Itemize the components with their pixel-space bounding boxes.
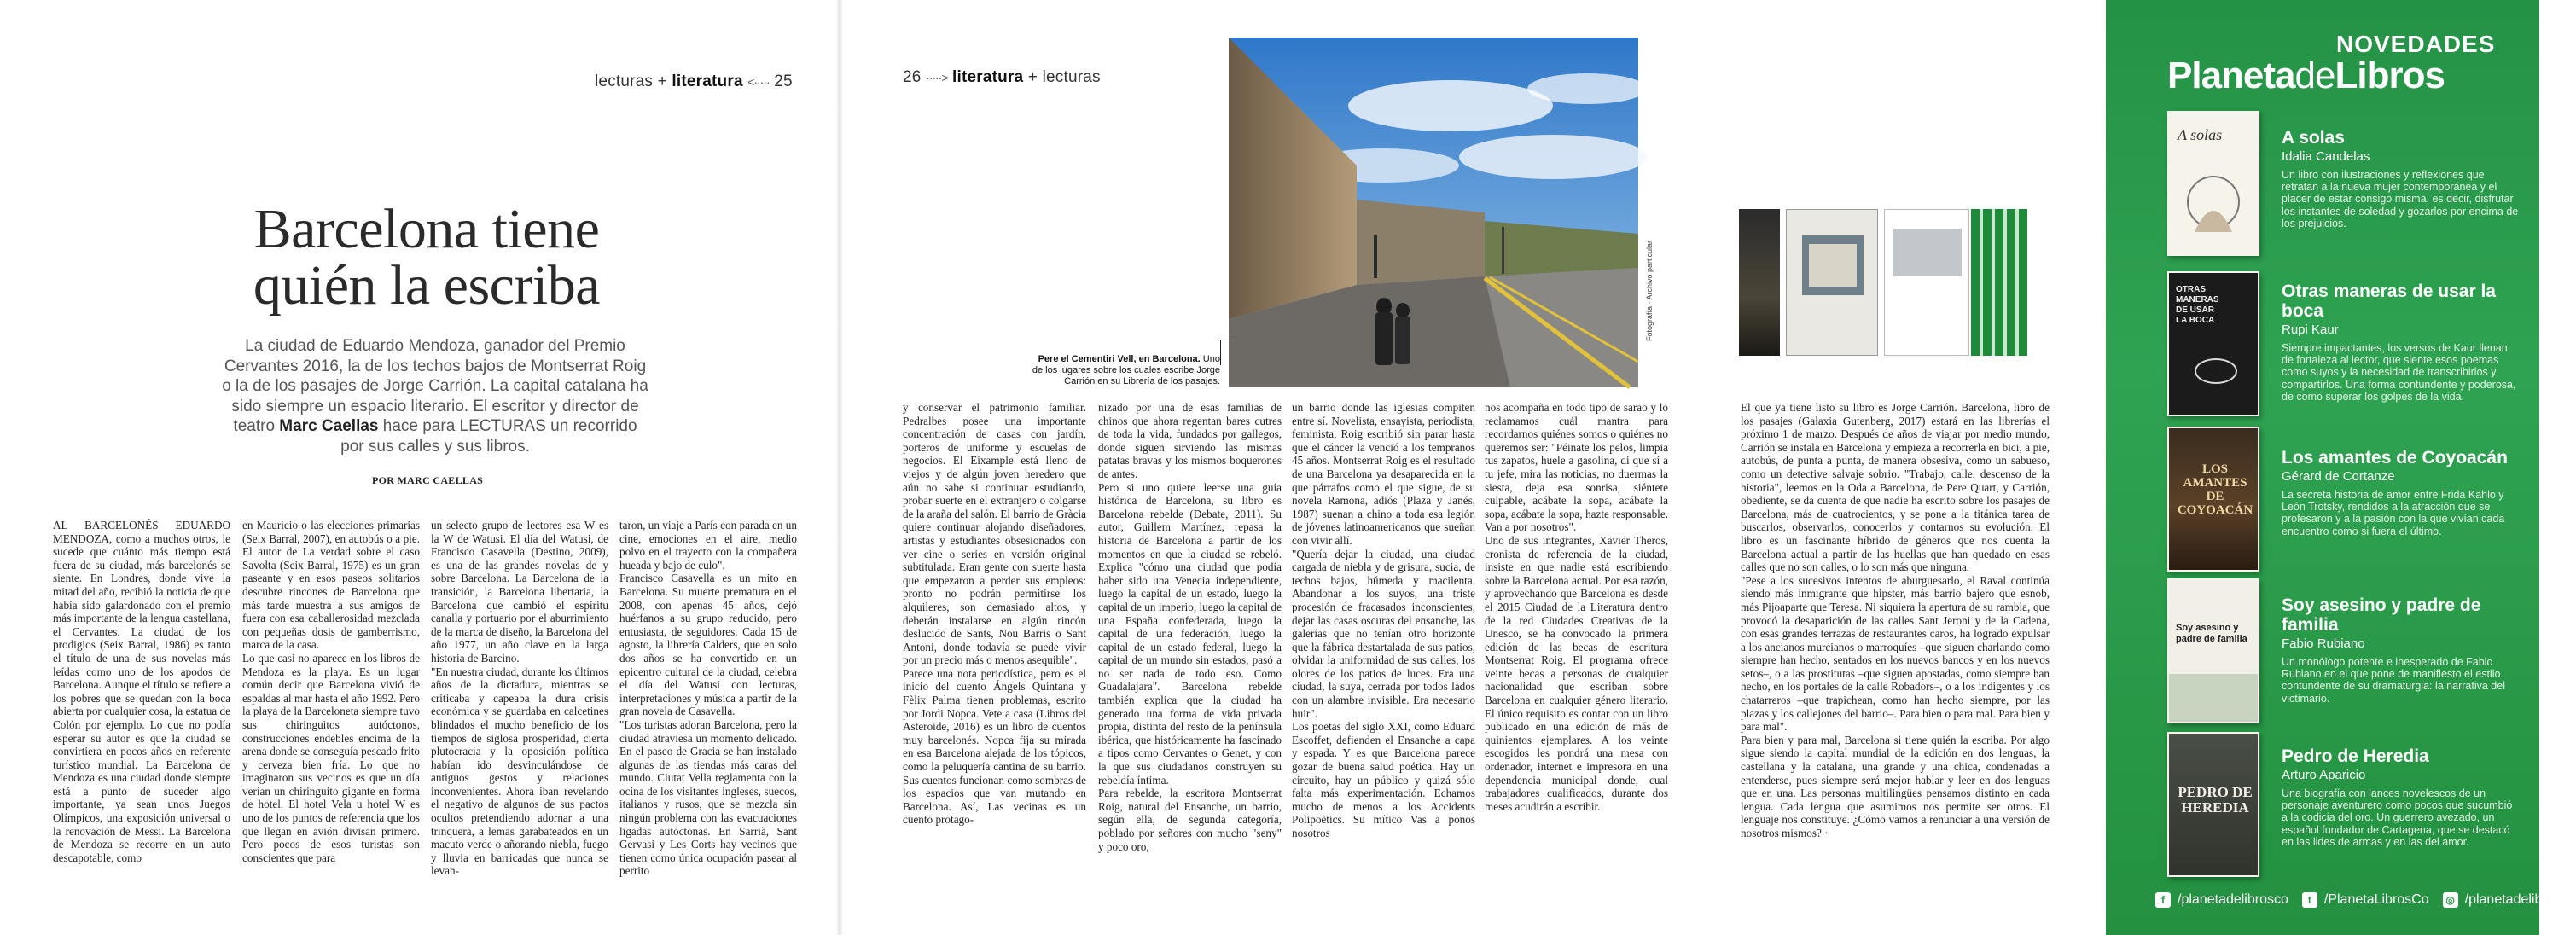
panel-kicker: NOVEDADES <box>2336 31 2496 57</box>
photo-caption <box>1031 354 1220 387</box>
book-thumb-3 <box>1884 209 1969 356</box>
book-description: Siempre impactantes, los versos de Kaur llenan de fortaleza al lector, que siente esos poemas como suyos y la necesidad de transcribirlos y compartirlos. Una forma contundente y poderosa, de como superar los golpes de la vida. <box>2282 342 2516 403</box>
cover-otras-maneras <box>2167 271 2259 416</box>
deck-text-2: hace para LECTURAS un recorrido por sus calles y sus libros. <box>340 417 637 456</box>
page-gutter <box>836 0 843 935</box>
book-title: Los amantes de Coyoacán <box>2282 448 2508 468</box>
left-column-4: taron, un viaje a París con parada en un cine, emociones en el aire, medio polvo en el trayecto con la compañera hueada y bajo de culo". Francisco Casavella es un mito en Barcelona. Su muerte prematura en el 2008, con apenas 45 años, dejó huérfanos a su grupo reducido, pero entusiasta, de seguidores. Cada 15 de agosto, la librería Calders, que en solo dos años se ha convertido en un epicentro cultural de la ciudad, celebra el día del Watusi con lecturas, interpretaciones y música a partir de la gran novela de Casavella. "Los turistas adoran Barcelona, pero la ciudad atraviesa un momento delicado. En el paseo de Gracia se han instalado algunas de las tiendas más caras del mundo. Ciutat Vella reglamenta con la ocina de los visitantes ingleses, suecos, italianos y rusos, que se mezcla sin ningún problema con las evacuaciones ligadas autóctonas. En Sarrià, Sant Gervasi y Les Corts hay vecinos que tienen como única ocupación pasear al perrito <box>619 519 797 878</box>
brand-part-1: Planeta <box>2167 55 2295 96</box>
deck <box>220 336 650 456</box>
arrow-left: <····· <box>747 75 770 89</box>
left-column-2: en Mauricio o las elecciones primarias (Seix Barral, 2007), en autobús o a pie. El autor de La verdad sobre el caso Savolta (Seix Barral, 1975) es un gran paseante y en esos paseos solitarios descubre rincones de Barcelona que más tarde muestra a sus amigos de fuera con esa caballerosidad mezclada con pequeñas dosis de gamberrismo, marca de la casa. Lo que casi no aparece en los libros de Mendoza es la playa. Es un lugar común decir que Barcelona vivió de espaldas al mar hasta el año 1992. Pero la playa de la Barceloneta siempre tuvo sus chiringuitos autóctonos, construcciones endebles encima de la arena donde se conseguía pescado frito y cerveza bien fría. Lo que no imaginaron sus vecinos es que un día verían un chiringuito gigante en forma de hotel. El hotel Vela u hotel W es uno de los puntos de referencia que los que llegan en avión divisan primero. Pero pocos de esos turistas son conscientes que para <box>242 519 420 864</box>
social-twitter[interactable] <box>2302 892 2429 908</box>
section-label: lecturas <box>595 73 654 90</box>
middle-page <box>843 0 2106 935</box>
book-cover-thumbs <box>1739 209 2029 358</box>
cover-title: A solas <box>2178 126 2223 143</box>
book-thumb-4 <box>1971 209 2027 356</box>
book-description: Un monólogo potente e inesperado de Fabio Rubiano en el que pone de manifiesto el estilo contundente de su dramaturgia: la narrativa del victimario. <box>2282 656 2505 705</box>
cover-soy-asesino <box>2167 578 2259 723</box>
middle-column-2: nizado por una de esas familias de chinos que ahora regentan bares cutres de toda la vida, fundados por gallegos, donde siguen sirviendo las mismas patatas bravas y los mismos boquerones de antes. Pero si uno quiere leerse una guía histórica de Barcelona, su libro es Barcelona rebelde (Debate, 2011). Su autor, Guillem Martínez, repasa la historia de Barcelona a partir de los momentos en que la ciudad se rebeló. Explica "cómo una ciudad que podía haber sido una Venecia independiente, luego la capital de un estado, luego la capital de un imperio, luego la capital de una España confederada, luego la capital de una federación, luego la capital de un estado federal, luego la capital de un mundo sin estados, pasó a no ser nada de todo eso. Como Guadalajara". Barcelona rebelde también explica que la ciudad ha generado una forma de vida privada propia, distinta del resto de la península ibérica, que históricamente ha fascinado a tipos como Cervantes o Genet, y con la que sus ciudadanos construyen su rebeldía íntima. Para rebelde, la escritora Montserrat Roig, natural del Ensanche, un barrio, según ella, de segunda categoría, poblado por señores con mucho "seny" y poco oro, <box>1098 401 1282 853</box>
middle-column-3: un barrio donde las iglesias compiten entre sí. Novelista, ensayista, periodista, feminista, Roig escribió sin parar hasta que el cáncer la venció a los tempranos 45 años. Montserrat Roig es el resultado de una Barcelona ya desaparecida en la que párrafos como el que sigue, de su novela Ramona, adiós (Plaza y Janés, 1987) suenan a chino a toda esa legión de jóvenes latinoamericanos que sueñan con vivir allí. "Quería dejar la ciudad, una ciudad cargada de niebla y de grisura, sucia, de techos bajos, húmeda y macilenta. Abandonar a los suyos, una triste procesión de fracasados inconscientes, dejar las casas oscuras del ensanche, las galerías que no tenían otro horizonte que la fábrica destartalada de sus patios, olvidar la uniformidad de sus calles, los olores de los patios de luces. Era una ciudad, la suya, cerrada por todos lados con un alambre invisible. Era necesario huir". Los poetas del siglo XXI, como Eduard Escoffet, defienden el Ensanche a capa y espada. Y es que Barcelona parece gozar de buena salud poética. Hay un circuito, hay un público y quizá sólo falta más experimentación. Echamos mucho de menos a los Accidents Polipoètics. Su mítico Vas a ponos nosotros <box>1292 401 1475 839</box>
subsection-label-right: lecturas <box>1042 68 1101 86</box>
social-instagram[interactable] <box>2443 892 2576 908</box>
middle-column-1: y conservar el patrimonio familiar. Pedralbes posee una importante concentración de casas con jardín, porteros de uniforme y escuelas de negocios. El Eixample está lleno de viejos y de algún joven heredero que aún no sabe si continuar estudiando, probar suerte en el extranjero o colgarse de la araña del salón. El barrio de Gràcia quiere continuar alojando diseñadores, artistas y estudiantes obsesionados con ver cine o series en versión original subtitulada. Eran gente con suerte hasta que empezaron a perder sus empleos: pronto no podrán permitirse los alquileres, son demasiado altos, y deberán instalarse en algún rincón deslucido de Sants, Nou Barris o Sant Antoni, donde todavía se puede vivir por un precio más o menos asequible". Parece una nota periodística, pero es el inicio del cuento Ángels Quintana y Fèlix Palma tienen problemas, escrito por Jordi Nopca. Vete a casa (Libros del Asteroide, 2016) es un libro de cuentos muy barcelonés. Nopca fija su mirada en esa Barcelona alejada de los tópicos, como la peluquería cantina de su barrio. Sus cuentos funcionan como sombras de los espacios que van mutando en Barcelona. Así, Las vecinas es un cuento protago- <box>903 401 1086 827</box>
cover-a-solas <box>2167 111 2259 256</box>
social-handle: /PlanetaLibrosCo <box>2323 892 2429 907</box>
twitter-icon: t <box>2302 892 2317 908</box>
left-column-3: un selecto grupo de lectores esa W es la W de Watusi. El día del Watusi, de Francisco Casavella (Destino, 2009), es una de las grandes novelas de y sobre Barcelona. La Barcelona de la transición, la Barcelona libertaria, la Barcelona que cambió el espíritu canalla y portuario por el aburrimiento de la marca de diseño, la Barcelona del año 1977, un año clave en la larga historia de Barcino. "En nuestra ciudad, durante los últimos años de la dictadura, mientras se criticaba y capeaba la dura crisis económica y se guardaba en calcetines blindados el mucho beneficio de los tiempos de siglosa prosperidad, cierta plutocracia y la oposición política habían ido desvinculándose de antiguos gestos y relaciones inconvenientes. Ahora iban revelando el negativo de algunos de sus pactos ocultos pretendiendo adornar a una trinquera, a lemas garabateados en un macuto verde o añorando niebla, fuego y lluvia en barricadas que nunca se levan- <box>431 519 608 878</box>
brand-part-2: de <box>2294 55 2335 96</box>
page-number-right: 26 <box>903 68 922 86</box>
book-entry-3 <box>2282 448 2521 537</box>
book-author: Arturo Aparicio <box>2282 768 2366 782</box>
book-description: Una biografía con lances novelescos de un personaje aventurero como pocos que sucumbió a la codicia del oro. Un guerrero avezado, un español fundador de Cartagena, que se destacó en las lides de armas y en las del amor. <box>2282 787 2513 848</box>
social-bar <box>2155 892 2576 908</box>
book-entry-2 <box>2282 282 2521 403</box>
social-facebook[interactable] <box>2155 892 2288 908</box>
social-handle: /planetadelibrosco <box>2178 892 2288 907</box>
facebook-icon: f <box>2155 892 2171 908</box>
book-author: Gérard de Cortanze <box>2282 469 2395 484</box>
book-author: Idalia Candelas <box>2282 149 2370 164</box>
cover-title: PEDRO DE HEREDIA <box>2178 784 2253 816</box>
subsection-label: literatura <box>672 73 743 90</box>
headline: Barcelona tiene quién la escriba <box>253 198 601 317</box>
photo-caption-lead: Pere el Cementiri Vell, en Barcelona. <box>1038 354 1201 364</box>
book-review-column: El que ya tiene listo su libro es Jorge Carrión. Barcelona, libro de los pasajes (Galaxia Gutenberg, 2017) estará en las librerías el próximo 1 de marzo. Después de años de viajar por medio mundo, Carrión se instala en Barcelona y empieza a recorrerla en bici, a pie, autobús, de punta a punta, de manera obsesiva, como un sabueso, como un detective salvaje sobrio. "Trabajo, calle, descenso de la historia", leemos en la Oda a Barcelona, de Pere Quart, y Carrión, obediente, se da cuenta de que nadie ha escrito sobre los pasajes de Barcelona, más de cuatrocientos, y se pone a la titánica tarea de buscarlos, observarlos, conocerlos y contarnos su evolución. El libro es un fascinante híbrido de géneros que nos cuenta la Barcelona actual a partir de las huellas que han quedado en esas calles que no son calles, o lo son más que ninguna. "Pese a los sucesivos intentos de aburguesarlo, el Raval continúa siendo más inmigrante que hipster, más barrio bajero que esnob, más Pijoaparte que Teresa. Ni siquiera la apertura de su rambla, que provocó la desaparición de las calles Sant Jeroni y de la Cadena, con esas grandes terrazas de restaurantes caros, ha logrado expulsar a los ancianos murcianos o marroquíes –que siguen charlando como siempre han hecho, sentados en los nuevos bancos y en los nuevos setos–, o a las prostitutas –que siguen apostadas, como siempre han hecho, en los portales de la calle Robadors–, o a los indigentes y los chatarreros –que trapichean, como han hecho siempre, por las plazas y los callejones del barrio–. Para bien o para mal. Para bien y para mal". Para bien y para mal, Barcelona si tiene quién la escriba. Por algo sigue siendo la capital mundial de la edición en dos lenguas, la castellana y la catalana, una grande y una chica, condenadas a entenderse, pues siempre será mejor hablar y leer en dos lenguas que en una. Las personas multilingües pensamos distinto en cada lengua. Cada lengua que asumimos nos permite ser otros. El lenguaje nos constituye. ¿Cómo vamos a renunciar a una versión de nosotros mismos? · <box>1741 401 2050 839</box>
section-label-right: literatura <box>952 68 1024 86</box>
book-thumb-1 <box>1739 209 1780 356</box>
page-number: 25 <box>774 73 793 90</box>
deck-author: Marc Caellas <box>279 417 379 435</box>
photo-caption-text: Uno de los lugares sobre los cuales escribe Jorge Carrión en su Librería de los pasajes. <box>1032 354 1220 386</box>
left-column-1: AL BARCELONÉS EDUARDO MENDOZA, como a muchos otros, le sucede que cuánto más tiempo está fuera de su ciudad, más barcelonés se siente. En Londres, donde vive la mitad del año, recibió la noticia de que había sido galardonado con el premio más importante de la lengua castellana, el Cervantes. La ciudad de los prodigios (Seix Barral, 1986) es tanto el título de una de sus novelas más leídas como uno de los apodos de Barcelona. Aunque el título se refiere a los pobres que se quedan con la boca abierta por cualquier cosa, la estatua de Colón por ejemplo. Lo que no podía esperar su autor es que la ciudad se convirtiera en pocos años en referente turístico mundial. La Barcelona de Mendoza es una ciudad donde siempre está a punto de suceder algo importante, ya sean unos Juegos Olímpicos, una exposición universal o la renovación de Messi. La Barcelona de Mendoza se recorre en un auto descapotable, como <box>53 519 230 864</box>
book-title: Otras maneras de usar la boca <box>2282 282 2496 321</box>
book-title: A solas <box>2282 128 2345 148</box>
book-entry-4 <box>2282 595 2521 705</box>
byline: POR MARC CAELLAS <box>372 474 484 486</box>
cover-title: LOS AMANTES DE COYOACÁN <box>2177 462 2253 517</box>
instagram-icon: ◎ <box>2443 892 2458 908</box>
promo-panel <box>2106 0 2576 935</box>
caption-pointer-tick <box>1220 340 1221 365</box>
book-entry-5 <box>2282 746 2521 848</box>
photo-credit: Fotografía · Archivo particular <box>1645 240 1654 341</box>
book-description: Un libro con ilustraciones y reflexiones que retratan a la nueva mujer contemporánea y el placer de estar consigo misma, es decir, disfrutar los instantes de soledad y gozarlos por encima de los prejuicios. <box>2282 169 2519 229</box>
cemetery-street-illustration <box>1229 38 1638 387</box>
running-head-left: lecturas + literatura <····· 25 <box>595 73 793 90</box>
book-author: Fabio Rubiano <box>2282 636 2365 651</box>
book-thumb-2 <box>1786 209 1878 356</box>
arrow-right: ·····> <box>926 71 948 84</box>
brand-logo <box>2167 55 2445 97</box>
book-description: La secreta historia de amor entre Frida Kahlo y León Trotsky, rendidos a la atracción que se profesaron y a la pasión con la que vivían cada encuentro como si fuera el último. <box>2282 489 2505 537</box>
left-page <box>0 0 836 935</box>
running-head-right: 26 ·····> literatura + lecturas <box>903 68 1101 86</box>
middle-column-4: nos acompaña en todo tipo de sarao y lo reclamamos cuál mantra para recordarnos quiénes somos o quiénes no queremos ser: "Péinate los pelos, limpia tus zapatos, huele a gasolina, di que sí a tu jefe, mira las noticias, no duermas la siesta, deja esa sonrisa, siéntete culpable, acábate la sopa, acábate la sopa, acábate la sopa, hazte responsable. Van a por nosotros". Uno de sus integrantes, Xavier Theros, cronista de referencia de la ciudad, insiste en que nadie está escribiendo sobre la Barcelona actual. Por esa razón, y aprovechando que Barcelona es desde el 2015 Ciudad de la Literatura dentro de la red Ciudades Creativas de la Unesco, se ha convocado la primera edición de las becas de escritura Montserrat Roig. El programa ofrece veinte becas a personas de cualquier nacionalidad que escriban sobre Barcelona en cualquier género literario. El único requisito es contar con un libro publicado en una edición de más de quinientos ejemplares. A los veinte escogidos les pondrá una mesa con ordenador, internet e impresora en una dependencia municipal donde, cual trabajadores cualificados, durante dos meses acudirán a escribir. <box>1485 401 1668 813</box>
deck-text-1: La ciudad de Eduardo Mendoza, ganador del Premio Cervantes 2016, la de los techos bajos de Montserrat Roig o la de los pasajes de Jorge Carrión. La capital catalana ha sido siempre un espacio literario. El escritor y director de teatro <box>222 337 648 435</box>
book-author: Rupi Kaur <box>2282 322 2339 337</box>
cover-title: OTRAS MANERAS DE USAR LA BOCA <box>2176 285 2219 325</box>
social-handle: /planetadelibrosco <box>2464 892 2576 907</box>
book-title: Soy asesino y padre de familia <box>2282 595 2481 635</box>
street-photo <box>1229 38 1638 387</box>
cover-pedro-de-heredia <box>2167 732 2259 877</box>
cover-los-amantes <box>2167 427 2259 572</box>
book-title: Pedro de Heredia <box>2282 746 2429 766</box>
cover-a-solas-art <box>2169 155 2258 249</box>
brand-part-3: Libros <box>2335 55 2445 96</box>
book-entry-1 <box>2282 128 2521 229</box>
cover-title: Soy asesino y padre de familia <box>2176 623 2247 644</box>
